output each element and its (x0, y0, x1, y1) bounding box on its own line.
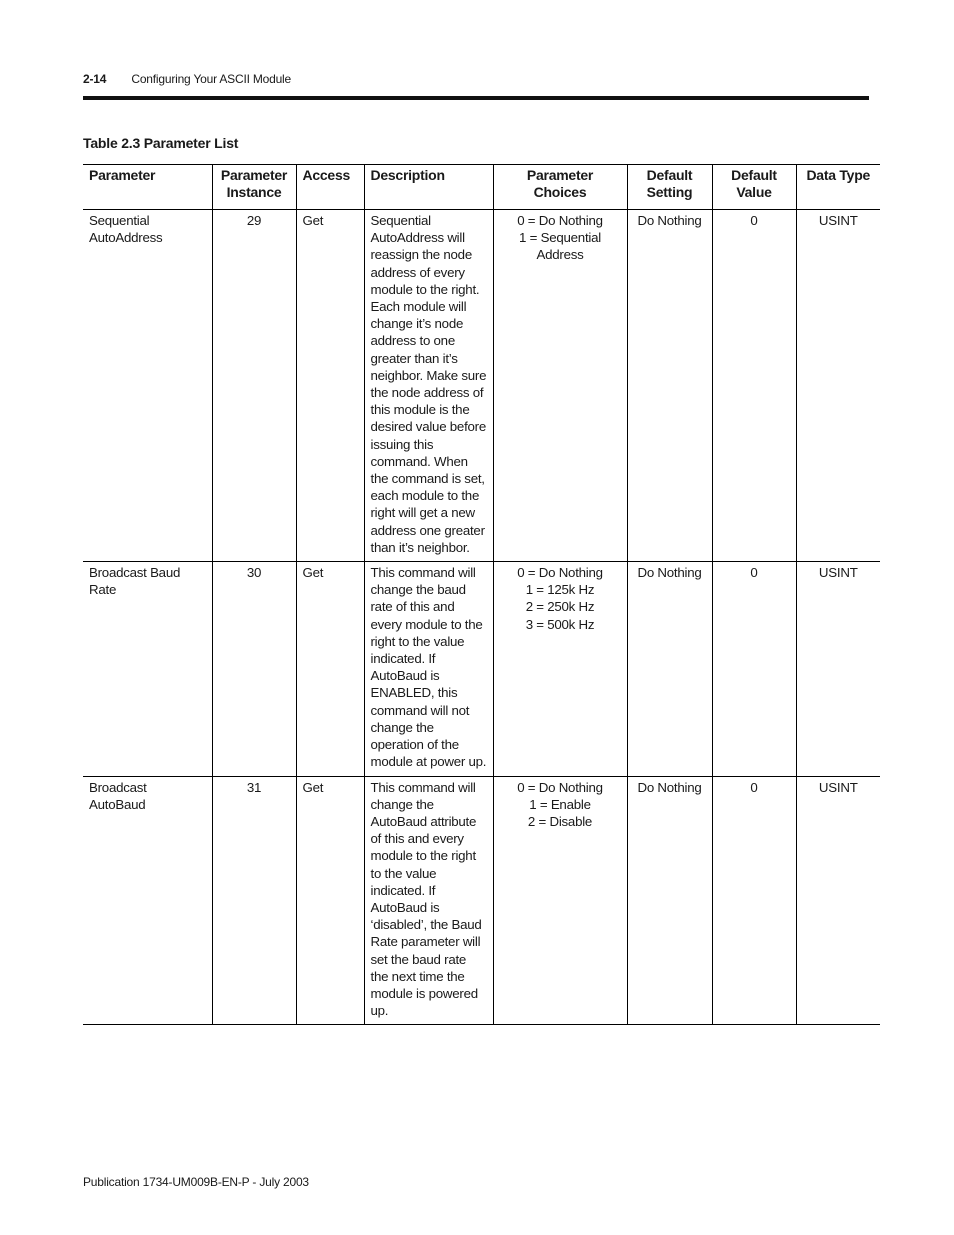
cell-description: Sequential AutoAddress will reassign the node address of every module to the right. Each module will change it’s node address to one greater than it’s neighbor. Make sure the node address of this module is the desired value before issuing this command. When the command is set, each module to the right will get a new address one greater than it’s neighbor. (364, 210, 493, 562)
page-number: 2-14 (83, 72, 107, 86)
cell-data-type: USINT (796, 776, 880, 1025)
cell-description: This command will change the baud rate of this and every module to the right to the value indicated. If AutoBaud is ENABLED, this command will not change the operation of the module at power up. (364, 562, 493, 776)
cell-instance: 31 (212, 776, 296, 1025)
cell-default-value: 0 (712, 562, 796, 776)
cell-default-value: 0 (712, 776, 796, 1025)
table-header-row (83, 165, 880, 210)
header-rule (83, 96, 869, 100)
table-title: Table 2.3 Parameter List (83, 135, 239, 151)
choice-item: 0 = Do Nothing (517, 213, 603, 228)
table-row (83, 776, 880, 1025)
cell-parameter: Broadcast Baud Rate (83, 562, 212, 776)
cell-default-setting: Do Nothing (627, 210, 712, 562)
cell-access: Get (296, 562, 364, 776)
column-header-data-type: Data Type (796, 165, 880, 210)
table-row (83, 562, 880, 776)
column-header-description: Description (364, 165, 493, 210)
cell-access: Get (296, 210, 364, 562)
cell-parameter: Broadcast AutoBaud (83, 776, 212, 1025)
choice-item: 0 = Do Nothing (517, 779, 603, 795)
parameter-table (83, 164, 880, 1025)
cell-access: Get (296, 776, 364, 1025)
column-header-default-value: Default Value (712, 165, 796, 210)
column-header-default-setting: Default Setting (627, 165, 712, 210)
cell-data-type: USINT (796, 210, 880, 562)
column-header-choices: Parameter Choices (493, 165, 627, 210)
cell-instance: 29 (212, 210, 296, 562)
choice-item: 1 = Enable (529, 796, 591, 812)
column-header-parameter: Parameter (83, 165, 212, 210)
cell-choices (493, 210, 627, 562)
choice-item: 0 = Do Nothing (517, 565, 603, 581)
cell-choices (493, 776, 627, 1025)
cell-default-setting: Do Nothing (627, 776, 712, 1025)
column-header-access: Access (296, 165, 364, 210)
choice-item: 2 = Disable (527, 813, 593, 829)
cell-instance: 30 (212, 562, 296, 776)
cell-choices (493, 562, 627, 776)
choice-item: 1 = Sequential (519, 230, 601, 246)
cell-parameter: Sequential AutoAddress (83, 210, 212, 562)
choice-item: Address (536, 247, 584, 263)
cell-default-setting: Do Nothing (627, 562, 712, 776)
cell-description: This command will change the AutoBaud attribute of this and every module to the right to the value indicated. If AutoBaud is ‘disabled’, the Baud Rate parameter will set the baud rate the next time the module is powered up. (364, 776, 493, 1025)
page-header (83, 72, 291, 86)
publication-footer: Publication 1734-UM009B-EN-P - July 2003 (83, 1175, 309, 1189)
cell-data-type: USINT (796, 562, 880, 776)
choice-item: 2 = 250k Hz (525, 599, 595, 615)
cell-default-value: 0 (712, 210, 796, 562)
table-row (83, 210, 880, 562)
column-header-instance: Parameter Instance (212, 165, 296, 210)
choice-item: 1 = 125k Hz (525, 582, 595, 598)
parameter-table-container (83, 164, 880, 1025)
choice-item: 3 = 500k Hz (525, 616, 595, 632)
chapter-title: Configuring Your ASCII Module (131, 72, 291, 86)
